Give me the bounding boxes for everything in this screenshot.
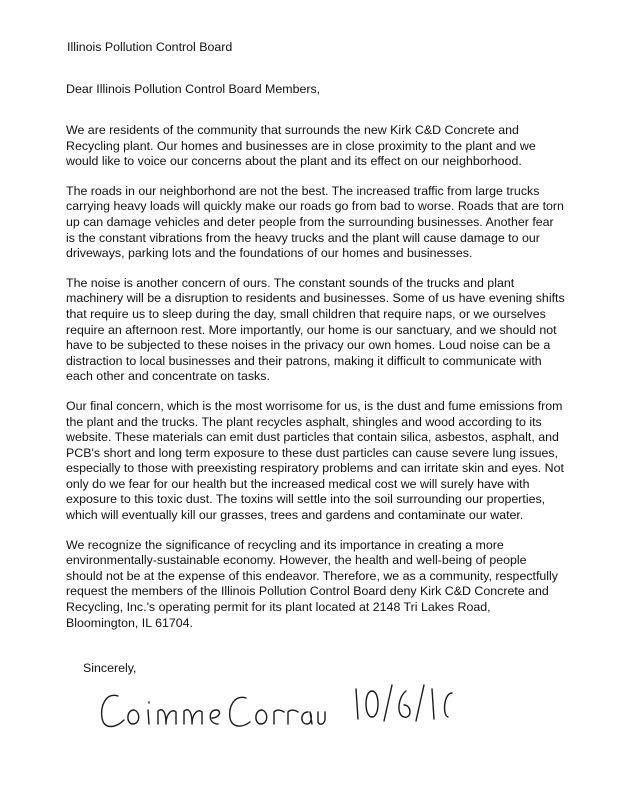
handwritten-date: [348, 675, 458, 725]
salutation: Dear Illinois Pollution Control Board Members,: [66, 82, 321, 96]
paragraph-dust: Our final concern, which is the most worrisome for us, is the dust and fume emissions from the plant and the trucks. The plant recycles asphalt, shingles and wood according to its website. These materials can emit dust particles that contain silica, asbestos, asphalt, and PCB's short and long term exposure to these dust particles can cause severe lung issues, especially to those with preexisting respiratory problems and can irritate skin and eyes. Not only do we fear for our health but the increased medical cost we will surely have with exposure to this toxic dust. The toxins will settle into the soil surrounding our properties, which will eventually kill our grasses, trees and gardens and contaminate our water.: [66, 398, 564, 523]
handwritten-signature: [96, 684, 326, 734]
addressee: Illinois Pollution Control Board: [67, 40, 233, 54]
paragraph-request: We recognize the significance of recycling and its importance in creating a more environmentally-sustainable economy. However, the health and well-being of people should not be at the expense of this endeavor. Therefore, we as a community, respectfully request the members of the Illinois Pollution Control Board deny Kirk C&D Concrete and Recycling, Inc.'s operating permit for its plant located at 2148 Tri Lakes Road, Bloomington, IL 61704.: [66, 537, 559, 630]
closing: Sincerely,: [83, 661, 137, 675]
paragraph-roads: The roads in our neighborhond are not the best. The increased traffic from large trucks carrying heavy loads will quickly make our roads go from bad to worse. Roads that are torn up can damage vehicles and deter people from the surrounding businesses. Another fear is the constant vibrations from the heavy trucks and the plant will cause damage to our driveways, parking lots and the foundations of our homes and businesses.: [66, 183, 564, 261]
paragraph-intro: We are residents of the community that surrounds the new Kirk C&D Concrete and Recycling plant. Our homes and businesses are in close proximity to the plant and we would like to voice our concerns about the plant and its effect on our neighborhood.: [66, 123, 536, 169]
letter-body: [66, 123, 566, 645]
paragraph-noise: The noise is another concern of ours. The constant sounds of the trucks and plant machinery will be a disruption to residents and businesses. Some of us have evening shifts that require us to sleep during the day, small children that require naps, or we ourselves require an afternoon rest. More importantly, our home is our sanctuary, and we should not have to be subjected to these noises in the privacy our own homes. Loud noise can be a distraction to local businesses and their patrons, making it difficult to communicate with each other and concentrate on tasks.: [66, 275, 565, 384]
